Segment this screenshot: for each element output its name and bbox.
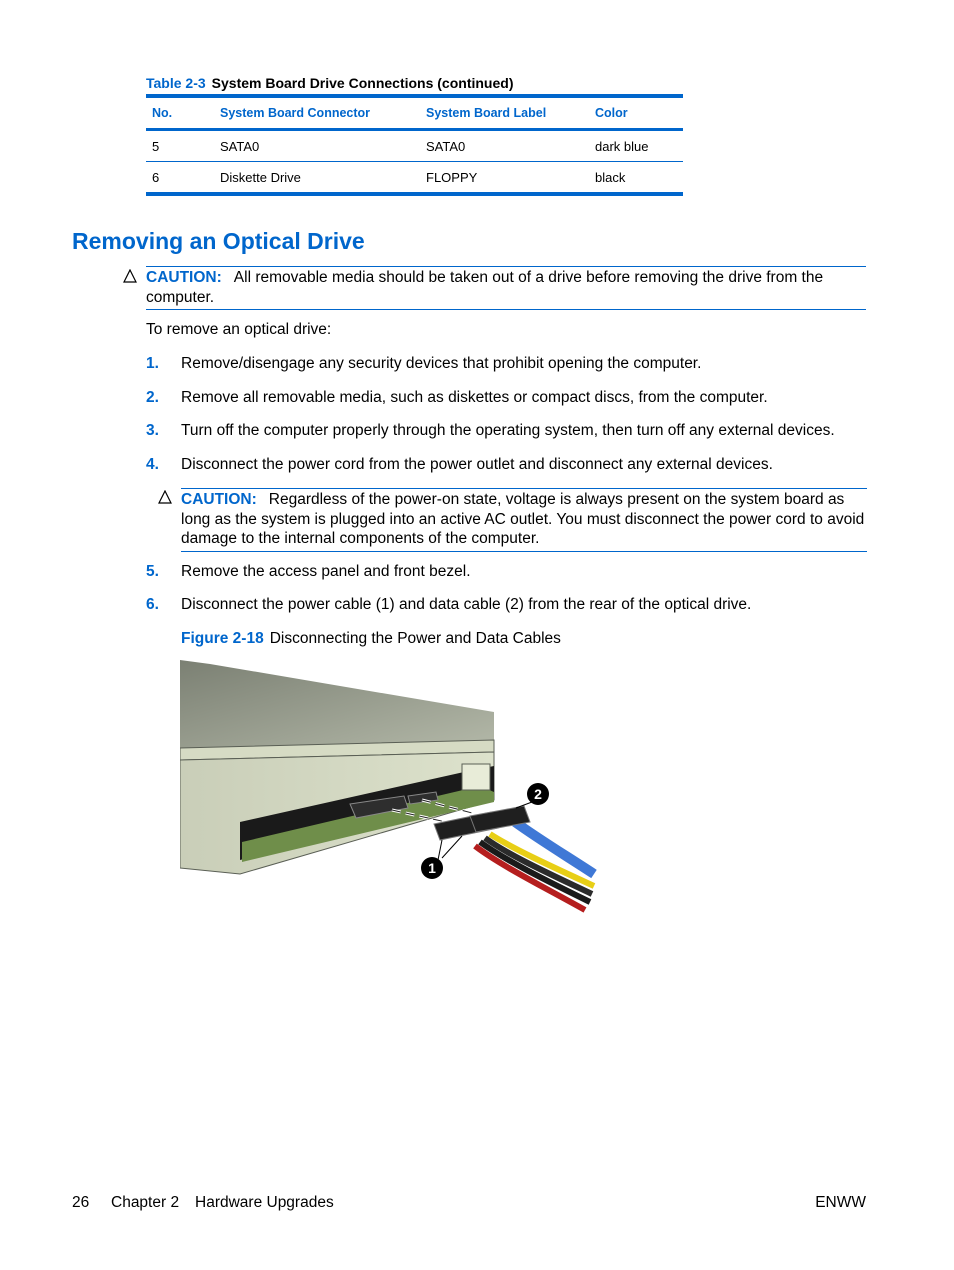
table-cell: 5 — [146, 130, 214, 162]
table-cell: SATA0 — [214, 130, 420, 162]
figure-title: Disconnecting the Power and Data Cables — [269, 630, 561, 647]
table-caption-number: Table 2-3 — [146, 75, 206, 91]
table-cell: dark blue — [589, 130, 683, 162]
caution-label: CAUTION: — [181, 491, 257, 508]
callout-leader-1 — [438, 840, 442, 860]
caution-triangle-icon — [158, 490, 172, 504]
section-title: Removing an Optical Drive — [72, 228, 365, 254]
caution-text: Regardless of the power-on state, voltage is always present on the system board as long as the system is plugged into an active AC outlet. You must disconnect the power cord to avoid damage to the internal components of the computer. — [181, 491, 865, 547]
caution-label: CAUTION: — [146, 269, 222, 286]
callout-2-label: 2 — [534, 786, 542, 802]
drive-top-surface — [180, 660, 494, 748]
table-row — [146, 162, 683, 195]
column-header-label: System Board Label — [420, 96, 589, 130]
caution-box-voltage — [181, 488, 867, 552]
drive-connections-table — [146, 94, 683, 196]
drive-side-notch — [462, 764, 490, 790]
figure-caption — [181, 630, 561, 648]
step-text: Turn off the computer properly through the operating system, then turn off any external devices. — [181, 422, 835, 439]
table-header-row — [146, 96, 683, 130]
column-header-connector: System Board Connector — [214, 96, 420, 130]
step-number: 1. — [146, 355, 159, 372]
optical-drive-illustration — [180, 660, 600, 918]
table-caption — [146, 75, 513, 91]
footer-chapter: Chapter 2 — [111, 1194, 180, 1211]
callout-1-label: 1 — [428, 860, 436, 876]
step-number: 3. — [146, 422, 159, 439]
step-text: Disconnect the power cord from the power outlet and disconnect any external devices. — [181, 456, 773, 473]
column-header-no: No. — [146, 96, 214, 130]
footer-page-number: 26 — [72, 1194, 90, 1211]
figure-number: Figure 2-18 — [181, 630, 264, 647]
step-text: Disconnect the power cable (1) and data cable (2) from the rear of the optical drive. — [181, 596, 752, 613]
footer-right-label: ENWW — [815, 1194, 866, 1211]
table-cell: Diskette Drive — [214, 162, 420, 195]
black-wire — [480, 842, 590, 902]
table-caption-title: System Board Drive Connections (continued) — [211, 75, 514, 91]
procedure-intro: To remove an optical drive: — [146, 321, 332, 338]
footer-chapter-title: Hardware Upgrades — [195, 1194, 334, 1211]
table-cell: 6 — [146, 162, 214, 195]
caution-text: All removable media should be taken out of a drive before removing the drive from the computer. — [146, 269, 824, 306]
step-text: Remove all removable media, such as diskettes or compact discs, from the computer. — [181, 389, 768, 406]
table-cell: FLOPPY — [420, 162, 589, 195]
step-number: 4. — [146, 456, 159, 473]
caution-box-media — [146, 266, 866, 310]
step-number: 6. — [146, 596, 159, 613]
table-row — [146, 130, 683, 162]
column-header-color: Color — [589, 96, 683, 130]
table-cell: black — [589, 162, 683, 195]
caution-triangle-icon — [123, 269, 137, 283]
table-cell: SATA0 — [420, 130, 589, 162]
step-text: Remove/disengage any security devices that prohibit opening the computer. — [181, 355, 702, 372]
step-number: 5. — [146, 563, 159, 580]
step-text: Remove the access panel and front bezel. — [181, 563, 471, 580]
step-number: 2. — [146, 389, 159, 406]
